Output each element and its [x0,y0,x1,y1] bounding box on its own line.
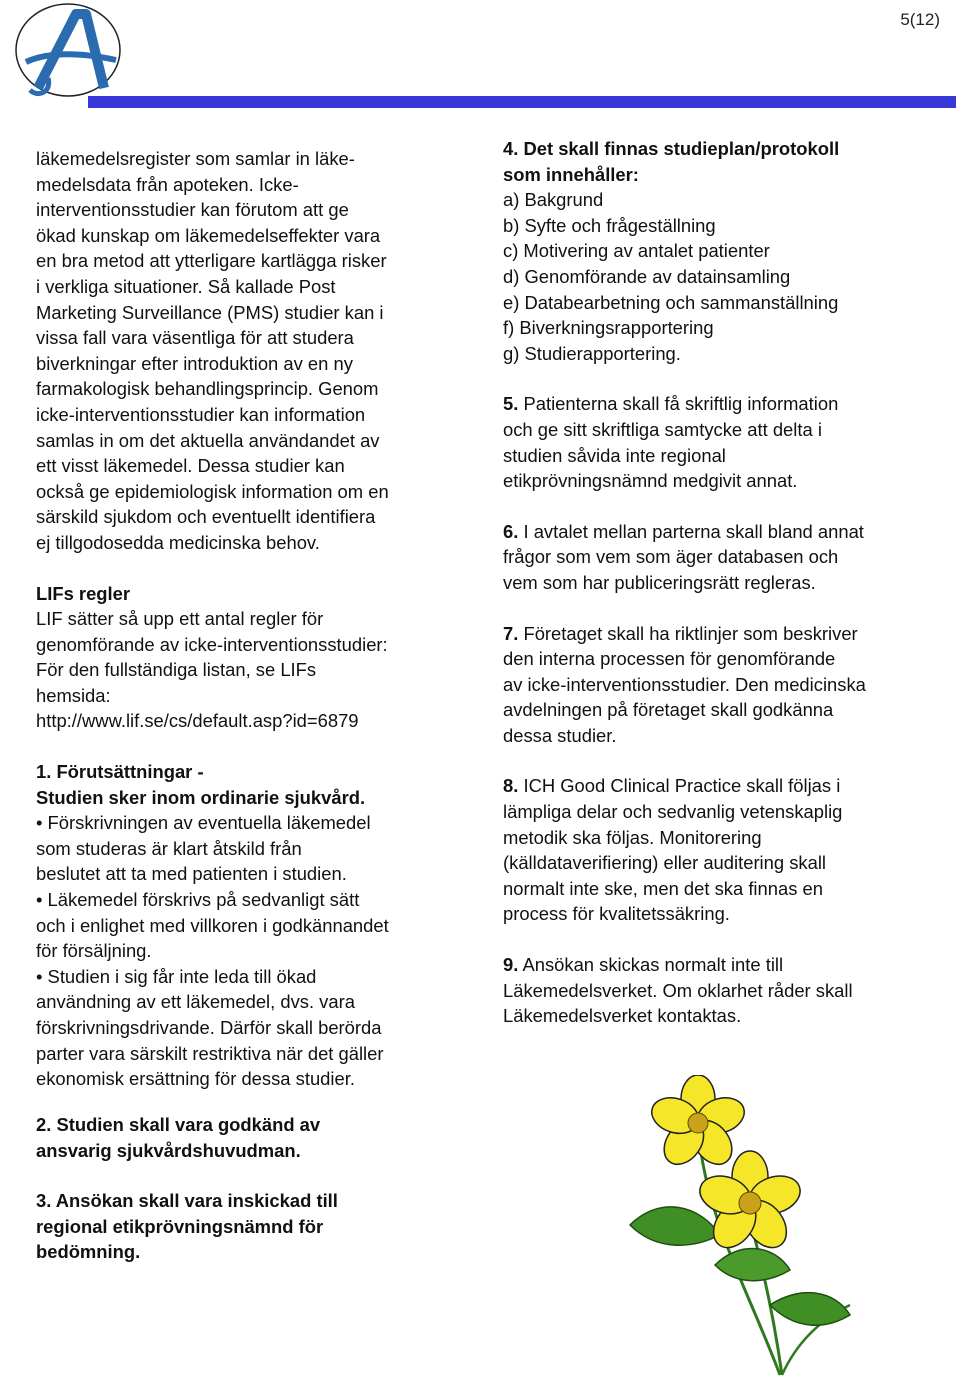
rule-4: 4. Det skall finnas studieplan/protokoll som innehåller: a) Bakgrund b) Syfte och frågeställning c) Motivering av antalet patienter d) Genomförande av datainsamling e) Databearbetning och sammanställning f) Biverkningsrapportering g) Studierapportering. [503,138,840,364]
lif-heading: LIFs regler [36,582,131,604]
rule-8: 8. ICH Good Clinical Practice skall följas i lämpliga delar och sedvanlig vetenskaplig metodik ska följas. Monitorering (källdataverifiering) eller auditering skall normalt inte ske, men det ska finnas en process för kvalitetssäkring. [503,775,843,925]
intro-paragraph: läkemedelsregister som samlar in läke- medelsdata från apoteken. Icke- interventionsstudier kan förutom att ge ökad kunskap om läkemedelseffekter vara en bra metod att ytterligare kartlägga risker i verkliga situationer. Så kallade Post Marketing Surveillance (PMS) studier kan i vissa fall vara väsentliga för att studera biverkningar efter introduktion av en ny farmakologisk behandlingsprincip. Genom icke-interventionsstudier kan information samlas in om det aktuella användandet av ett visst läkemedel. Dessa studier kan också ge epidemiologisk information om en särskild sjukdom och eventuellt identifiera ej tillgodosedda medicinska behov. [36,148,389,553]
page-number: 5(12) [900,10,940,29]
company-logo-a-icon [8,0,136,108]
right-column [503,136,933,1029]
rule-3: 3. Ansökan skall vara inskickad till regional etikprövningsnämnd för bedömning. [36,1190,338,1263]
left-column [36,146,456,1092]
left-column-bottom [36,1112,456,1265]
lif-link: http://www.lif.se/cs/default.asp?id=6879 [36,710,359,732]
header-divider-bar [88,96,956,108]
rule-1: 1. Förutsättningar - Studien sker inom ordinarie sjukvård. • Förskrivningen av eventuella läkemedel som studeras är klart åtskild från beslutet att ta med patienten i studien. • Läkemedel förskrivs på sedvanligt sätt och i enlighet med villkoren i godkännandet för försäljning. • Studien i sig får inte leda till ökad användning av ett läkemedel, dvs. vara förskrivningsdrivande. Därför skall berörda parter vara särskilt restriktiva när det gäller ekonomisk ersättning för dessa studier. [36,761,389,1090]
rule-6: 6. I avtalet mellan parterna skall bland annat frågor som vem som äger databasen och vem som har publiceringsrätt regleras. [503,520,864,593]
yellow-flowers-illustration [600,1075,870,1385]
rule-2: 2. Studien skall vara godkänd av ansvarig sjukvårdshuvudman. [36,1114,321,1161]
rule-7: 7. Företaget skall ha riktlinjer som beskriver den interna processen för genomförande av icke-interventionsstudier. Den medicinska avdelningen på företaget skall godkänna dessa studier. [503,622,866,746]
rule-9: 9. Ansökan skickas normalt inte till Läkemedelsverket. Om oklarhet råder skall Läkemedelsverket kontaktas. [503,954,853,1027]
lif-section: LIFs regler LIF sätter så upp ett antal regler för genomförande av icke-interventionsstudier: För den fullständiga listan, se LIFs hemsida: http://www.lif.se/cs/default.asp?id=6879 [36,582,388,732]
rule-5: 5. Patienterna skall få skriftlig information och ge sitt skriftliga samtycke att delta i studien såvida inte regional etikprövningsnämnd medgivit annat. [503,393,839,492]
